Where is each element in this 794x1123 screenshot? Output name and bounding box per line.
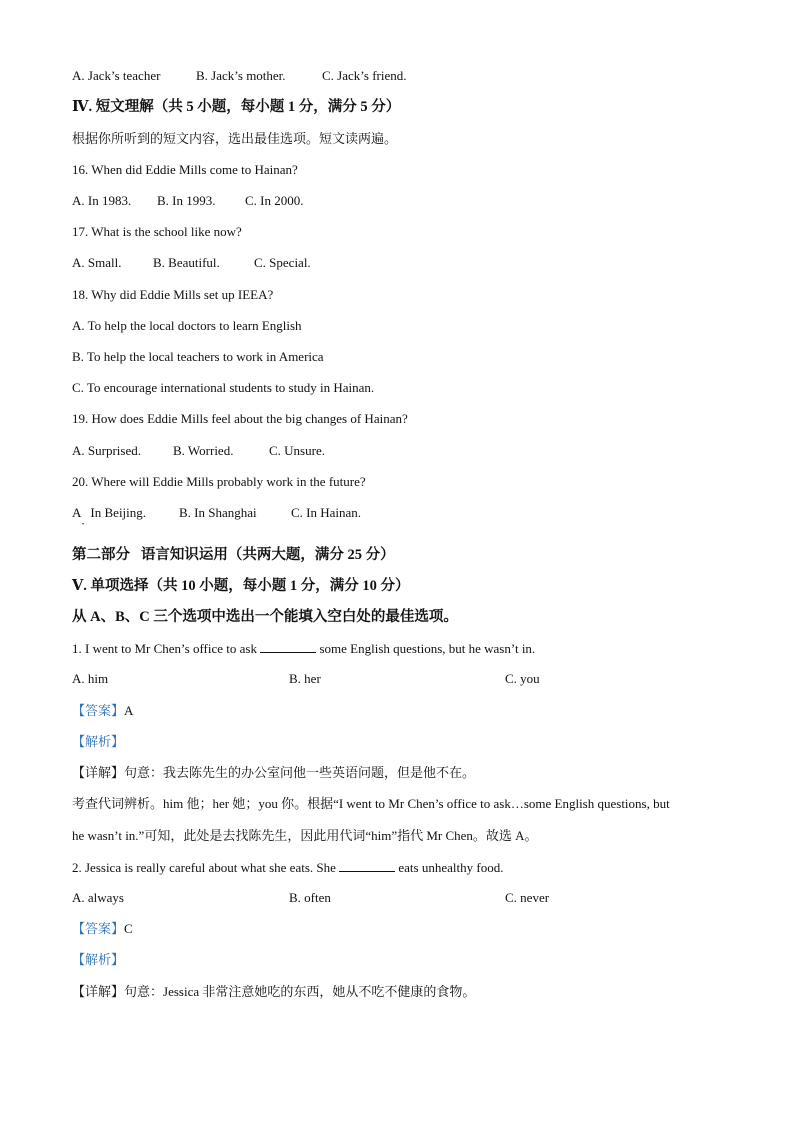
answer-tag: 【答案】 (72, 921, 125, 936)
q1-option-a: A. him (72, 671, 109, 686)
q17-stem: 17. What is the school like now? (72, 224, 242, 239)
q16-option-a: A. In 1983. (72, 193, 132, 208)
answer-value: C (124, 921, 133, 936)
section-iv-title: Ⅳ. 短文理解（共 5 小题，每小题 1 分，满分 5 分） (72, 99, 401, 115)
section-iv-instruction: 根据你所听到的短文内容，选出最佳选项。短文读两遍。 (72, 131, 398, 146)
q18-option-a: A. To help the local doctors to learn English (72, 318, 302, 333)
q2-detail-line1 (72, 984, 475, 1000)
section-v-title: Ⅴ. 单项选择（共 10 小题，每小题 1 分，满分 10 分） (72, 578, 410, 594)
q1-option-c: C. you (505, 671, 540, 686)
q20-stem: 20. Where will Eddie Mills probably work in the future? (72, 474, 366, 489)
detail-tag: 【详解】 (72, 765, 125, 780)
q19-options (72, 443, 325, 459)
analysis-tag: 【解析】 (72, 734, 125, 749)
q16-option-c: C. In 2000. (245, 193, 304, 208)
q20-option-a: A In Beijing. (72, 505, 147, 520)
q19-option-b: B. Worried. (173, 443, 234, 458)
q1-blank (260, 640, 316, 653)
q17-option-c: C. Special. (254, 255, 311, 270)
q17-option-b: B. Beautiful. (153, 255, 220, 270)
q1-stem-before: 1. I went to Mr Chen’s office to ask (72, 641, 261, 656)
q1-stem-after: some English questions, but he wasn’t in. (316, 641, 536, 656)
q20-option-b: B. In Shanghai (179, 505, 257, 520)
q2-blank (339, 859, 395, 872)
q1-options (72, 671, 540, 687)
q1-detail-line2: 考查代词辨析。him 他；her 她；you 你。根据“I went to Mr Chen’s office to ask…some English questions, but (72, 796, 670, 811)
q18-stem: 18. Why did Eddie Mills set up IEEA? (72, 287, 274, 302)
q2-option-b: B. often (289, 890, 331, 905)
answer-value: A (124, 703, 134, 718)
q19-option-a: A. Surprised. (72, 443, 141, 458)
q16-stem: 16. When did Eddie Mills come to Hainan? (72, 162, 298, 177)
section-v-instruction: 从 A、B、C 三个选项中选出一个能填入空白处的最佳选项。 (72, 609, 458, 625)
q19-option-c: C. Unsure. (269, 443, 325, 458)
q20-option-c: C. In Hainan. (291, 505, 362, 520)
q18-option-b: B. To help the local teachers to work in America (72, 349, 324, 364)
q1-stem (72, 640, 535, 657)
detail-tag: 【详解】 (72, 984, 125, 999)
q2-options (72, 890, 549, 906)
detail-text: 句意：Jessica 非常注意她吃的东西，她从不吃不健康的食物。 (124, 984, 476, 999)
q17-option-a: A. Small. (72, 255, 122, 270)
q20-options (72, 505, 361, 521)
q2-stem-after: eats unhealthy food. (395, 860, 504, 875)
q16-options (72, 193, 304, 209)
q15-option-b: B. Jack’s mother. (196, 68, 286, 83)
q2-option-a: A. always (72, 890, 124, 905)
q1-option-b: B. her (289, 671, 321, 686)
detail-text: 句意：我去陈先生的办公室问他一些英语问题，但是他不在。 (124, 765, 476, 780)
q18-option-c: C. To encourage international students to study in Hainan. (72, 380, 375, 395)
q16-option-b: B. In 1993. (157, 193, 216, 208)
q1-analysis (72, 734, 124, 750)
part2-title: 第二部分 语言知识运用（共两大题，满分 25 分） (72, 547, 395, 563)
q15-option-a: A. Jack’s teacher (72, 68, 161, 83)
q1-detail-line1 (72, 765, 475, 781)
stray-mark: • (82, 522, 85, 528)
q2-analysis (72, 952, 124, 968)
q2-option-c: C. never (505, 890, 550, 905)
q15-option-c: C. Jack’s friend. (322, 68, 407, 83)
q1-detail-line3: he wasn’t in.”可知，此处是去找陈先生，因此用代词“him”指代 Mr Chen。故选 A。 (72, 828, 538, 843)
q1-answer (72, 703, 133, 719)
answer-tag: 【答案】 (72, 703, 125, 718)
q15-options (72, 68, 406, 84)
q2-stem (72, 859, 503, 876)
analysis-tag: 【解析】 (72, 952, 125, 967)
q2-answer (72, 921, 133, 937)
q2-stem-before: 2. Jessica is really careful about what she eats. She (72, 860, 340, 875)
q19-stem: 19. How does Eddie Mills feel about the big changes of Hainan? (72, 411, 408, 426)
q17-options (72, 255, 311, 271)
